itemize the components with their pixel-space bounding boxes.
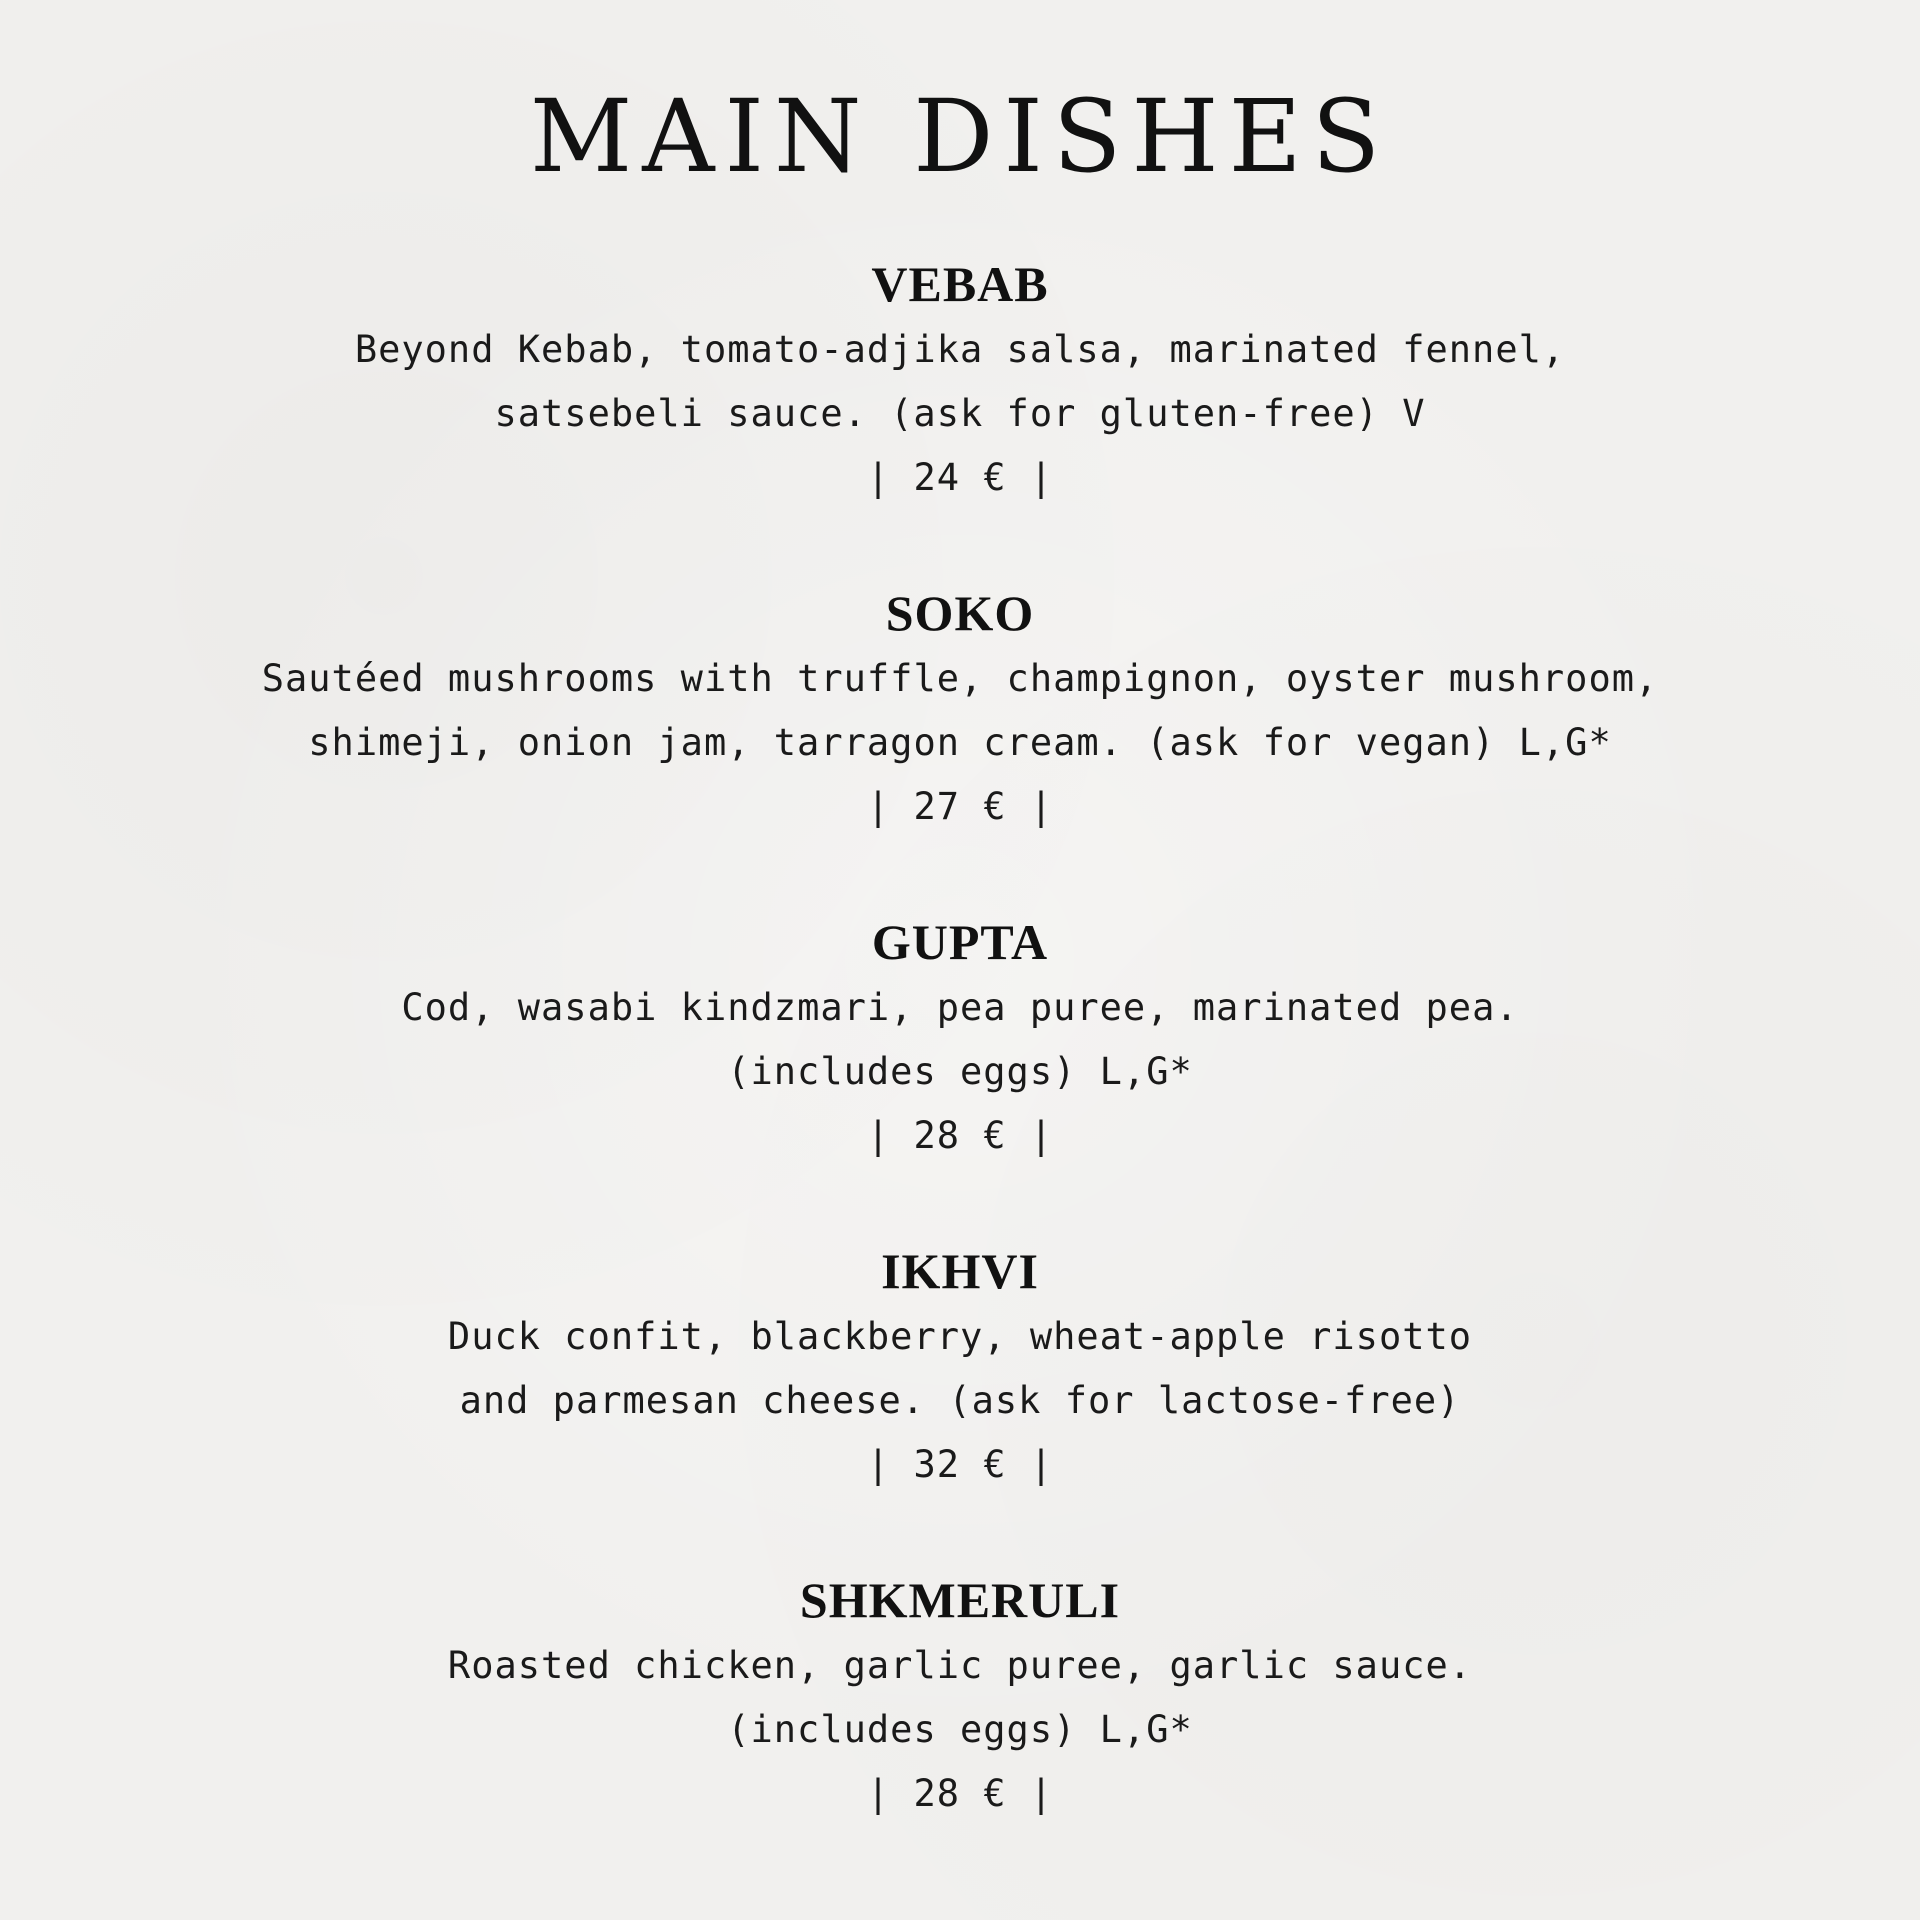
dish-gupta	[0, 914, 1920, 1168]
dish-price: | 32 € |	[866, 1443, 1054, 1486]
dish-soko	[0, 585, 1920, 839]
dish-price: | 28 € |	[866, 1114, 1054, 1157]
dish-description-line: Beyond Kebab, tomato-adjika salsa, marinated fennel,	[354, 328, 1566, 371]
dish-price: | 27 € |	[866, 785, 1054, 828]
dish-name: IKHVI	[881, 1243, 1039, 1299]
dish-name: VEBAB	[871, 256, 1049, 312]
dish-name: SOKO	[885, 585, 1035, 641]
dish-description	[0, 647, 1920, 775]
dish-name: SHKMERULI	[799, 1572, 1121, 1628]
dish-price: | 28 € |	[866, 1772, 1054, 1815]
dish-name: GUPTA	[871, 914, 1049, 970]
dish-description	[0, 318, 1920, 446]
dish-ikhvi	[0, 1243, 1920, 1497]
dish-price: | 24 € |	[866, 456, 1054, 499]
dish-description-line: Roasted chicken, garlic puree, garlic sauce.	[447, 1644, 1473, 1687]
page-title: MAIN DISHES	[529, 78, 1391, 195]
dish-description	[0, 1305, 1920, 1433]
dish-vebab	[0, 256, 1920, 510]
dish-description-line: Sautéed mushrooms with truffle, champignon, oyster mushroom,	[261, 657, 1659, 700]
dish-description	[0, 1634, 1920, 1762]
dish-description-line: Cod, wasabi kindzmari, pea puree, marinated pea.	[401, 986, 1519, 1029]
dish-description-line: (includes eggs) L,G*	[727, 1708, 1193, 1751]
dish-description-line: shimeji, onion jam, tarragon cream. (ask for vegan) L,G*	[308, 721, 1612, 764]
dish-description-line: and parmesan cheese. (ask for lactose-free)	[459, 1379, 1461, 1422]
dish-shkmeruli	[0, 1572, 1920, 1826]
dish-description	[0, 976, 1920, 1104]
dish-description-line: (includes eggs) L,G*	[727, 1050, 1193, 1093]
dish-description-line: satsebeli sauce. (ask for gluten-free) V	[494, 392, 1426, 435]
dish-description-line: Duck confit, blackberry, wheat-apple risotto	[447, 1315, 1473, 1358]
